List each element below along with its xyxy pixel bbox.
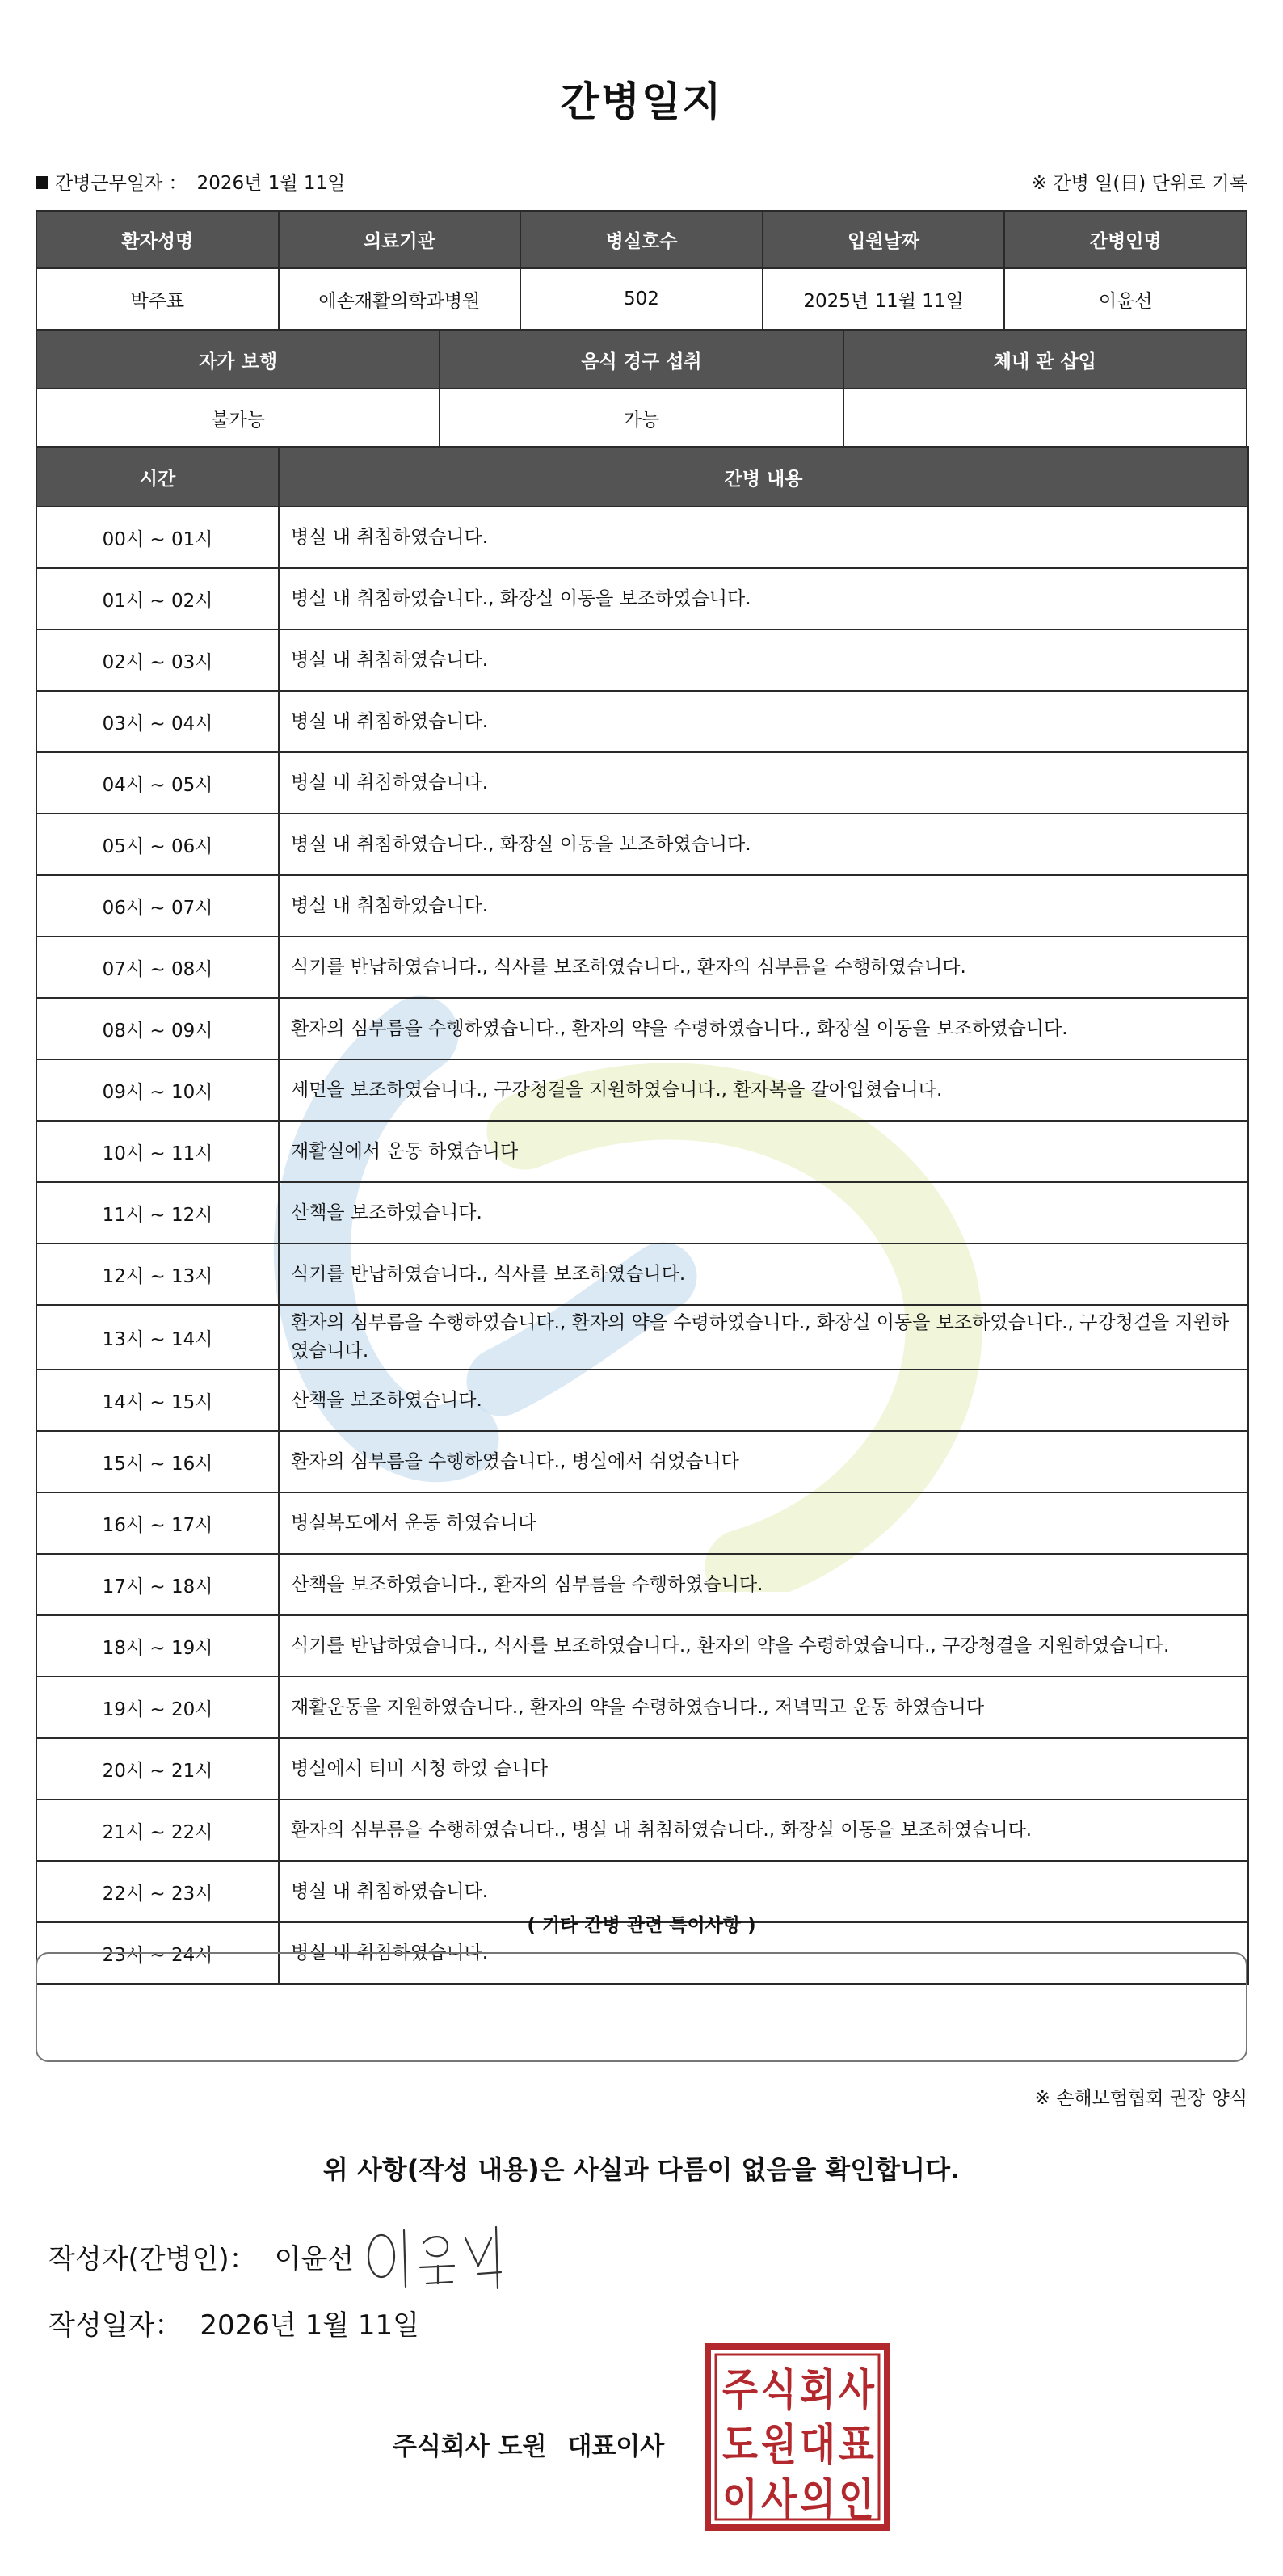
care-content-cell: 재활운동을 지원하였습니다., 환자의 약을 수령하였습니다., 저녁먹고 운동 하였습니다 bbox=[279, 1677, 1248, 1738]
care-content-cell: 식기를 반납하였습니다., 식사를 보조하였습니다., 환자의 약을 수령하였습니다., 구강청결을 지원하였습니다. bbox=[279, 1615, 1248, 1677]
writer-label: 작성자(간병인)： bbox=[48, 2243, 257, 2275]
care-content-cell: 병실 내 취침하였습니다., 화장실 이동을 보조하였습니다. bbox=[279, 814, 1248, 875]
writer bbox=[48, 2237, 354, 2276]
time-cell: 12시 ~ 13시 bbox=[36, 1244, 279, 1305]
remarks-label: ( 기타 간병 관련 특이사항 ) bbox=[527, 1915, 756, 1936]
seal-char: 대 bbox=[800, 2419, 835, 2470]
seal-char: 인 bbox=[839, 2474, 874, 2525]
care-content-cell: 산책을 보조하였습니다., 환자의 심부름을 수행하였습니다. bbox=[279, 1554, 1248, 1615]
patient-status-table bbox=[36, 330, 1247, 448]
care-content-cell: 병실 내 취침하였습니다. bbox=[279, 629, 1248, 691]
care-content-cell: 식기를 반납하였습니다., 식사를 보조하였습니다., 환자의 심부름을 수행하였습니다. bbox=[279, 937, 1248, 998]
seal-char: 표 bbox=[839, 2419, 874, 2470]
page-title: 간병일지 bbox=[560, 78, 723, 125]
care-content-cell: 병실에서 티비 시청 하였 습니다 bbox=[279, 1738, 1248, 1799]
unit-note: ※ 간병 일(日) 단위로 기록 bbox=[1031, 173, 1247, 194]
table-row bbox=[36, 998, 1248, 1059]
writer-name: 이윤선 bbox=[274, 2243, 355, 2275]
company-title: 대표이사 bbox=[567, 2432, 665, 2461]
time-cell: 22시 ~ 23시 bbox=[36, 1861, 279, 1922]
time-cell: 03시 ~ 04시 bbox=[36, 691, 279, 752]
care-content-cell: 환자의 심부름을 수행하였습니다., 병실에서 쉬었습니다 bbox=[279, 1431, 1248, 1492]
time-cell: 05시 ~ 06시 bbox=[36, 814, 279, 875]
care-log-table bbox=[36, 446, 1249, 1985]
table-row bbox=[36, 1305, 1248, 1370]
header-room: 병실호수 bbox=[520, 211, 763, 268]
time-cell: 01시 ~ 02시 bbox=[36, 568, 279, 629]
time-cell: 00시 ~ 01시 bbox=[36, 507, 279, 568]
header-caregiver: 간병인명 bbox=[1004, 211, 1247, 268]
time-cell: 17시 ~ 18시 bbox=[36, 1554, 279, 1615]
care-content-cell: 식기를 반납하였습니다., 식사를 보조하였습니다. bbox=[279, 1244, 1248, 1305]
admission-date: 2025년 11월 11일 bbox=[763, 268, 1005, 330]
table-row bbox=[36, 1121, 1248, 1182]
time-cell: 04시 ~ 05시 bbox=[36, 752, 279, 814]
remarks-box bbox=[36, 1952, 1247, 2062]
header-time: 시간 bbox=[36, 447, 279, 507]
care-content-cell: 환자의 심부름을 수행하였습니다., 환자의 약을 수령하였습니다., 화장실 이동을 보조하였습니다. bbox=[279, 998, 1248, 1059]
care-content-cell: 산책을 보조하였습니다. bbox=[279, 1370, 1248, 1431]
tube-value bbox=[843, 389, 1247, 447]
room-number: 502 bbox=[520, 268, 763, 330]
header-patient-name: 환자성명 bbox=[36, 211, 279, 268]
work-date-label: 간병근무일자 ： bbox=[55, 173, 187, 194]
care-content-cell: 병실 내 취침하였습니다. bbox=[279, 1922, 1248, 1984]
care-content-cell: 병실 내 취침하였습니다. bbox=[279, 875, 1248, 937]
confirmation-statement: 위 사항(작성 내용)은 사실과 다름이 없음을 확인합니다. bbox=[322, 2154, 961, 2185]
header-care-content: 간병 내용 bbox=[279, 447, 1248, 507]
table-row bbox=[36, 629, 1248, 691]
walking-value: 불가능 bbox=[36, 389, 440, 447]
time-cell: 06시 ~ 07시 bbox=[36, 875, 279, 937]
table-row bbox=[36, 875, 1248, 937]
time-cell: 13시 ~ 14시 bbox=[36, 1305, 279, 1370]
care-content-cell: 환자의 심부름을 수행하였습니다., 병실 내 취침하였습니다., 화장실 이동을 보조하였습니다. bbox=[279, 1799, 1248, 1861]
time-cell: 09시 ~ 10시 bbox=[36, 1059, 279, 1121]
time-cell: 08시 ~ 09시 bbox=[36, 998, 279, 1059]
time-cell: 18시 ~ 19시 bbox=[36, 1615, 279, 1677]
oral-intake-value: 가능 bbox=[440, 389, 843, 447]
table-row bbox=[36, 1799, 1248, 1861]
table-row bbox=[36, 1677, 1248, 1738]
table-row bbox=[36, 507, 1248, 568]
table-row bbox=[36, 1554, 1248, 1615]
header-hospital: 의료기관 bbox=[279, 211, 521, 268]
seal-char: 의 bbox=[800, 2474, 835, 2525]
seal-char: 사 bbox=[761, 2474, 797, 2525]
table-row bbox=[36, 1492, 1248, 1554]
table-row bbox=[36, 568, 1248, 629]
header-walking: 자가 보행 bbox=[36, 330, 440, 389]
caregiver-name: 이윤선 bbox=[1004, 268, 1247, 330]
signature bbox=[357, 2214, 519, 2295]
header-oral-intake: 음식 경구 섭취 bbox=[440, 330, 843, 389]
care-content-cell: 병실 내 취침하였습니다. bbox=[279, 752, 1248, 814]
patient-name: 박주표 bbox=[36, 268, 279, 330]
time-cell: 21시 ~ 22시 bbox=[36, 1799, 279, 1861]
table-row bbox=[36, 814, 1248, 875]
table-row bbox=[36, 1615, 1248, 1677]
care-content-cell: 병실 내 취침하였습니다. bbox=[279, 507, 1248, 568]
table-row bbox=[36, 1738, 1248, 1799]
time-cell: 20시 ~ 21시 bbox=[36, 1738, 279, 1799]
table-row bbox=[36, 1244, 1248, 1305]
company-seal bbox=[705, 2343, 890, 2531]
seal-char: 회 bbox=[800, 2364, 835, 2415]
care-content-cell: 재활실에서 운동 하였습니다 bbox=[279, 1121, 1248, 1182]
write-date-value: 2026년 1월 11일 bbox=[200, 2309, 419, 2342]
time-cell: 10시 ~ 11시 bbox=[36, 1121, 279, 1182]
table-row bbox=[36, 1370, 1248, 1431]
patient-info-table bbox=[36, 210, 1247, 330]
seal-char: 주 bbox=[722, 2364, 758, 2415]
seal-char: 도 bbox=[722, 2419, 758, 2470]
table-row bbox=[36, 752, 1248, 814]
care-content-cell: 세면을 보조하였습니다., 구강청결을 지원하였습니다., 환자복을 갈아입혔습니다. bbox=[279, 1059, 1248, 1121]
table-row bbox=[36, 691, 1248, 752]
write-date bbox=[48, 2303, 419, 2342]
time-cell: 14시 ~ 15시 bbox=[36, 1370, 279, 1431]
table-row bbox=[36, 1059, 1248, 1121]
time-cell: 02시 ~ 03시 bbox=[36, 629, 279, 691]
seal-char: 식 bbox=[761, 2364, 797, 2415]
care-content-cell: 산책을 보조하였습니다. bbox=[279, 1182, 1248, 1244]
table-row bbox=[36, 937, 1248, 998]
square-bullet-icon bbox=[36, 176, 48, 189]
time-cell: 15시 ~ 16시 bbox=[36, 1431, 279, 1492]
table-row bbox=[36, 1431, 1248, 1492]
write-date-label: 작성일자： bbox=[48, 2309, 183, 2342]
header-admission-date: 입원날짜 bbox=[763, 211, 1005, 268]
work-date bbox=[36, 168, 345, 195]
care-content-cell: 병실 내 취침하였습니다. bbox=[279, 1861, 1248, 1922]
time-cell: 16시 ~ 17시 bbox=[36, 1492, 279, 1554]
time-cell: 07시 ~ 08시 bbox=[36, 937, 279, 998]
work-date-value: 2026년 1월 11일 bbox=[196, 173, 346, 194]
time-cell: 19시 ~ 20시 bbox=[36, 1677, 279, 1738]
seal-char: 원 bbox=[761, 2419, 797, 2470]
hospital: 예손재활의학과병원 bbox=[279, 268, 521, 330]
care-content-cell: 환자의 심부름을 수행하였습니다., 환자의 약을 수령하였습니다., 화장실 이동을 보조하였습니다., 구강청결을 지원하였습니다. bbox=[279, 1305, 1248, 1370]
time-cell: 23시 ~ 24시 bbox=[36, 1922, 279, 1984]
form-note: ※ 손해보험협회 권장 양식 bbox=[1034, 2088, 1247, 2109]
care-content-cell: 병실 내 취침하였습니다. bbox=[279, 691, 1248, 752]
care-content-cell: 병실복도에서 운동 하였습니다 bbox=[279, 1492, 1248, 1554]
care-content-cell: 병실 내 취침하였습니다., 화장실 이동을 보조하였습니다. bbox=[279, 568, 1248, 629]
company-name: 주식회사 도원 bbox=[393, 2432, 547, 2461]
seal-char: 이 bbox=[722, 2474, 758, 2525]
time-cell: 11시 ~ 12시 bbox=[36, 1182, 279, 1244]
header-tube: 체내 관 삽입 bbox=[843, 330, 1247, 389]
company-signoff bbox=[393, 2426, 664, 2462]
table-row bbox=[36, 1182, 1248, 1244]
seal-char: 사 bbox=[839, 2364, 875, 2415]
